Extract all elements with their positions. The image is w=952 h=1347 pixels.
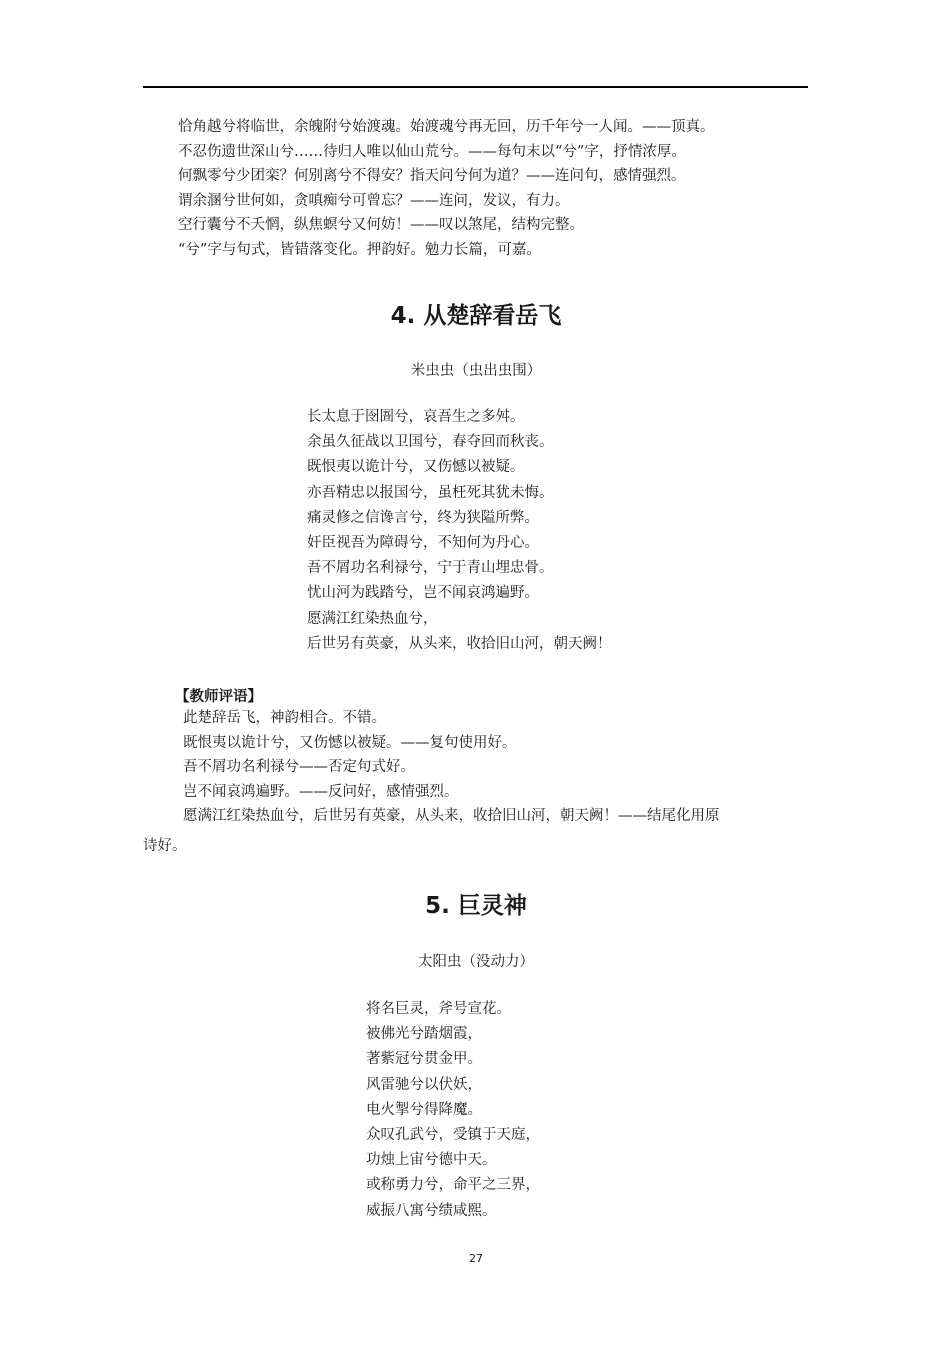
poem-line: 亦吾精忠以报国兮，虽枉死其犹未悔。 <box>307 484 554 501</box>
section4-poem <box>307 405 612 657</box>
poem-line: 著紫冠兮贯金甲。 <box>366 1051 482 1068</box>
poem-line: 吾不屑功名利禄兮，宁于青山埋忠骨。 <box>307 560 554 577</box>
section5-poem <box>366 997 540 1224</box>
poem-line: 既恨夷以诡计兮，又伤憾以被疑。 <box>307 459 525 476</box>
section5-title: 5. 巨灵神 <box>425 893 527 919</box>
commentary-line: 谓余溷兮世何如，贪嗔痴兮可曾忘？——连问，发议，有力。 <box>178 192 570 209</box>
comment-line: 吾不屑功名利禄兮——否定句式好。 <box>183 759 415 776</box>
poem-line: 奸臣视吾为障碍兮，不知何为丹心。 <box>307 535 539 552</box>
poem-line: 风雷驰兮以伏妖， <box>366 1076 482 1093</box>
comment-line-wrap: 诗好。 <box>143 838 187 854</box>
top-commentary <box>178 115 715 263</box>
poem-line: 长太息于囹圄兮，哀吾生之多舛。 <box>307 409 525 425</box>
poem-line: 众叹孔武兮，受镇于天庭， <box>366 1127 540 1144</box>
poem-line: 愿满江红染热血兮， <box>307 610 438 627</box>
teacher-comments <box>183 706 720 829</box>
poem-line: 电火掣兮得降魔。 <box>366 1101 482 1118</box>
comment-line: 愿满江红染热血兮，后世另有英豪，从头来，收拾旧山河，朝天阙！——结尾化用原 <box>183 808 720 825</box>
comment-line: 岂不闻哀鸿遍野。——反问好，感情强烈。 <box>183 783 459 800</box>
comment-line: 既恨夷以诡计兮，又伤憾以被疑。——复句使用好。 <box>183 734 517 751</box>
commentary-line: 空行囊兮不夭惘，纵焦螟兮又何妨！——叹以煞尾，结构完整。 <box>178 217 584 234</box>
poem-line: 痛灵修之信谗言兮，终为狭隘所弊。 <box>307 509 539 526</box>
commentary-line: 何飘零兮少团栾？何别离兮不得安？指天问兮何为道？——连问句，感情强烈。 <box>178 168 686 185</box>
teacher-comment-label: 【教师评语】 <box>175 689 262 705</box>
section5-author: 太阳虫（没动力） <box>418 954 534 970</box>
poem-line: 后世另有英豪，从头来，收拾旧山河，朝天阙！ <box>307 635 612 652</box>
poem-line: 将名巨灵，斧号宣花。 <box>366 1001 511 1017</box>
commentary-line: 恰角越兮将临世，余魄附兮始渡魂。始渡魂兮再无回，历千年兮一人闻。——顶真。 <box>178 119 715 135</box>
section4-title: 4. 从楚辞看岳飞 <box>390 303 562 329</box>
poem-line: 忧山河为践踏兮，岂不闻哀鸿遍野。 <box>307 585 539 602</box>
poem-line: 被佛光兮踏烟霞， <box>366 1026 482 1043</box>
comment-line: 此楚辞岳飞，神韵相合。不错。 <box>183 710 386 726</box>
poem-line: 余虽久征战以卫国兮，春夺回而秋丧。 <box>307 434 554 451</box>
poem-line: 功烛上宙兮德中天。 <box>366 1152 497 1169</box>
poem-line: 威振八寓兮绩咸熙。 <box>366 1202 497 1219</box>
section4-author: 米虫虫（虫出虫围） <box>410 363 542 379</box>
commentary-line: 不忍伤遗世深山兮……待归人唯以仙山荒兮。——每句末以“兮”字，抒情浓厚。 <box>178 143 686 160</box>
poem-line: 或称勇力兮，命平之三界， <box>366 1177 540 1194</box>
page-number: 27 <box>469 1252 483 1265</box>
header-rule <box>143 86 808 88</box>
commentary-line: “兮”字与句式，皆错落变化。押韵好。勉力长篇，可嘉。 <box>178 241 541 258</box>
